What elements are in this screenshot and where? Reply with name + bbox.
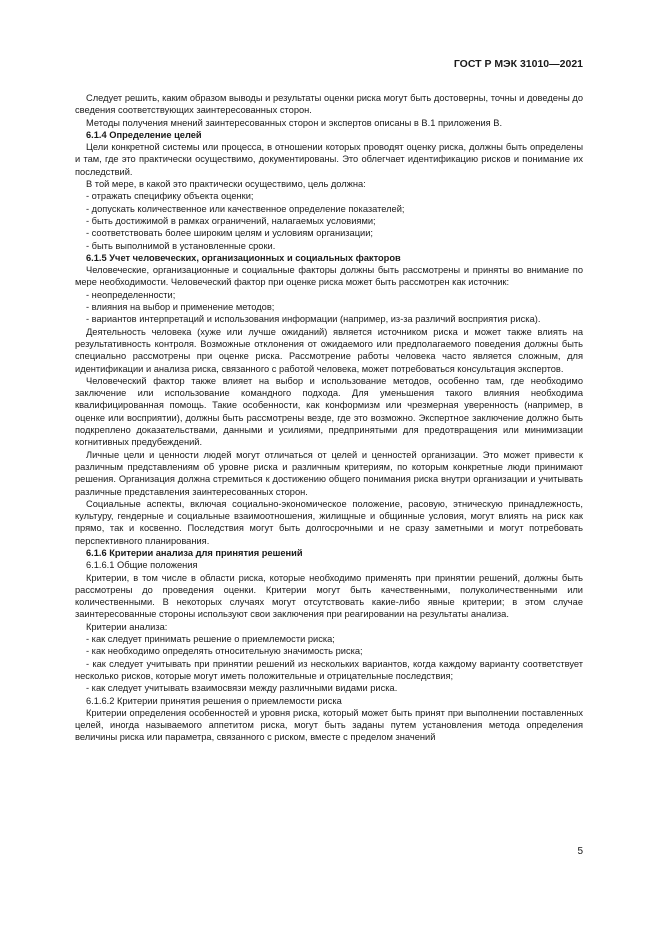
paragraph: В той мере, в какой это практически осуществимо, цель должна: — [86, 179, 366, 190]
paragraph: Человеческие, организационные и социальные факторы должны быть рассмотрены и приняты во внимание по мере необходимости. Человеческий фактор при оценке риска может быть рассмотрен как источник: — [75, 265, 583, 288]
section-heading: 6.1.6 Критерии анализа для принятия решений — [86, 547, 303, 558]
paragraph: - как необходимо определять относительную значимость риска; — [86, 646, 363, 657]
document-header: ГОСТ Р МЭК 31010—2021 — [453, 58, 583, 70]
paragraph: - отражать специфику объекта оценки; — [86, 191, 254, 202]
page-number: 5 — [577, 846, 583, 857]
paragraph: Человеческий фактор также влияет на выбор и использование методов, особенно там, где необходимо заключение или использование командного подхода. Для уменьшения такого влияния необходима квалифицированная помощь. Такие особенности, как конформизм или чрезмерная уверенность (например, в оценке или восприятии), должны быть рассмотрены везде, где это возможно. Экспертное заключение должно быть подкреплено доказательствами, данными и усилиями, предпринятыми для предотвращения или минимизации когнитивных предубеждений. — [75, 375, 583, 448]
paragraph: Деятельность человека (хуже или лучше ожиданий) является источником риска и может также влиять на результативность контроля. Возможные отклонения от ожидаемого или предполагаемого поведения должны быть специально рассмотрены при оценке риска. Рассмотрение работы человека часто является сложным, для идентификации и анализа риска, связанного с работой человека, может потребоваться консультация экспертов. — [75, 326, 583, 374]
paragraph: Критерии определения особенностей и уровня риска, который может быть принят при выполнении поставленных целей, иногда называемого аппетитом риска, могут быть заданы путем установления метода определения величины риска или параметра, связанного с риском, вместе с пределом значений — [75, 707, 583, 743]
paragraph: Личные цели и ценности людей могут отличаться от целей и ценностей организации. Это может привести к различным представлениям об уровне риска и различным критериям, по которым конкретные люди принимают решения. Организация должна стремиться к достижению общего понимания риска внутри организации и учитывать различные представления заинтересованных сторон. — [75, 449, 583, 497]
paragraph: - как следует учитывать взаимосвязи между различными видами риска. — [86, 683, 398, 694]
paragraph: - вариантов интерпретаций и использования информации (например, из-за различий восприятия риска). — [86, 314, 541, 325]
paragraph: - неопределенности; — [86, 289, 176, 300]
paragraph: - быть выполнимой в установленные сроки. — [86, 240, 276, 251]
paragraph: - как следует учитывать при принятии решений из нескольких вариантов, когда каждому варианту соответствует несколько рисков, которые могут иметь положительные и отрицательные последствия; — [75, 658, 583, 681]
paragraph: - соответствовать более широким целям и условиям организации; — [86, 228, 374, 239]
paragraph: - допускать количественное или качественное определение показателей; — [86, 203, 405, 214]
paragraph: Следует решить, каким образом выводы и результаты оценки риска могут быть достоверны, точны и доведены до сведения соответствующих заинтересованных сторон. — [75, 93, 583, 116]
paragraph: Цели конкретной системы или процесса, в отношении которых проводят оценку риска, должны быть определены и там, где это практически осуществимо, документированы. Это облегчает идентификацию рисков и понимание их последствий. — [75, 142, 583, 177]
paragraph: - быть достижимой в рамках ограничений, налагаемых условиями; — [86, 215, 376, 226]
paragraph: 6.1.6.1 Общие положения — [86, 560, 198, 571]
paragraph: Критерии, в том числе в области риска, которые необходимо применять при принятии решений, должны быть рассмотрены до проведения оценки. Критерии могут быть качественными, полуколичественными или количественными. В некоторых случаях могут отсутствовать какие-либо явные критерии; в этом случае заинтересованные стороны используют свои заключения при реагировании на результаты анализа. — [75, 572, 583, 620]
paragraph: 6.1.6.2 Критерии принятия решения о приемлемости риска — [86, 695, 342, 706]
document-body — [75, 92, 583, 744]
section-heading: 6.1.4 Определение целей — [86, 129, 202, 140]
paragraph: - влияния на выбор и применение методов; — [86, 302, 275, 313]
paragraph: Методы получения мнений заинтересованных сторон и экспертов описаны в В.1 приложения В. — [86, 117, 503, 128]
paragraph: Социальные аспекты, включая социально-экономическое положение, расовую, этническую принадлежность, культуру, гендерные и социальные взаимоотношения, жилищные и общинные условия, могут влиять на риск как прямо, так и косвенно. Последствия могут быть долгосрочными и не сразу заметными и могут потребовать перспективного планирования. — [75, 498, 583, 546]
paragraph: - как следует принимать решение о приемлемости риска; — [86, 634, 335, 645]
paragraph: Критерии анализа: — [86, 621, 168, 632]
section-heading: 6.1.5 Учет человеческих, организационных и социальных факторов — [86, 252, 401, 263]
